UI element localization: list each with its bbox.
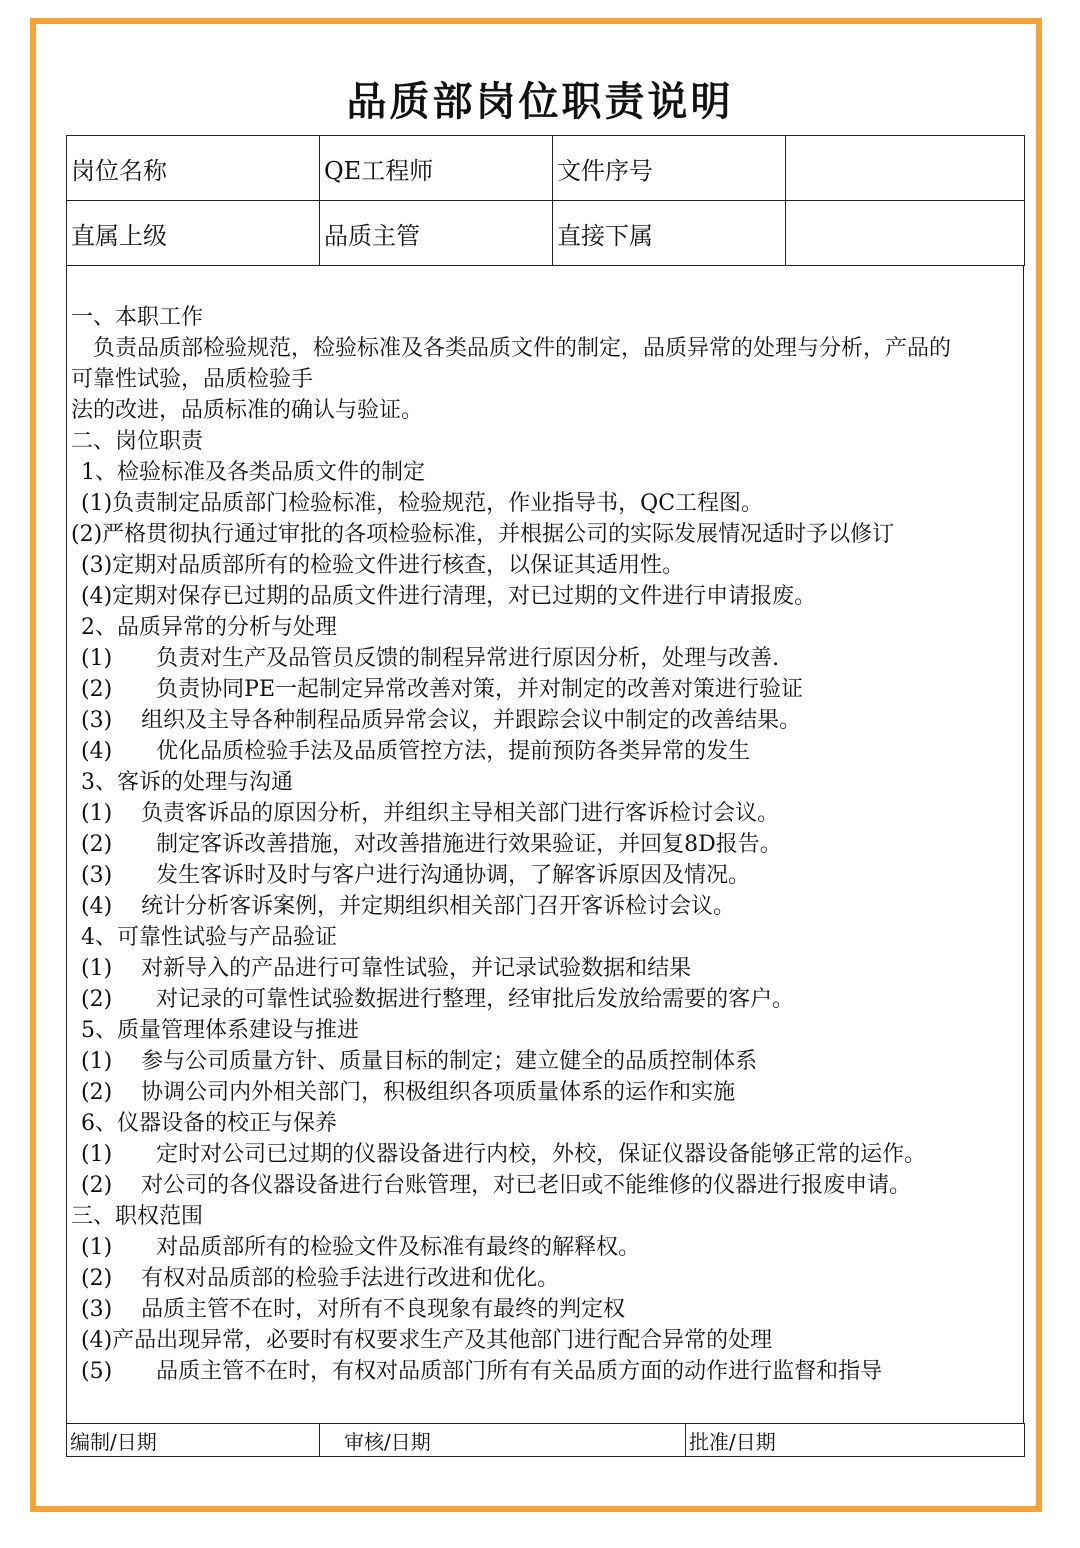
body-line: (1) 定时对公司已过期的仪器设备进行内校，外校，保证仪器设备能够正常的运作。: [81, 1142, 927, 1167]
body-line: (2) 对公司的各仪器设备进行台账管理，对已老旧或不能维修的仪器进行报废申请。: [81, 1173, 912, 1198]
label-position-name: 岗位名称: [67, 136, 320, 201]
body-line: (2) 负责协同PE一起制定异常改善对策，并对制定的改善对策进行验证: [81, 677, 804, 702]
approved-by-date: 批准/日期: [686, 1424, 1025, 1457]
label-direct-subordinate: 直接下属: [553, 201, 786, 266]
body-line: (1)负责制定品质部门检验标准，检验规范，作业指导书，QC工程图。: [81, 491, 764, 516]
body-line: (3) 品质主管不在时，对所有不良现象有最终的判定权: [81, 1297, 626, 1322]
body-line: 3、客诉的处理与沟通: [81, 770, 293, 795]
body-line: (4)产品出现异常，必要时有权要求生产及其他部门进行配合异常的处理: [81, 1328, 773, 1353]
body-line: 法的改进，品质标准的确认与验证。: [71, 398, 424, 423]
reviewed-by-date: 审核/日期: [320, 1424, 686, 1457]
value-document-number: [786, 136, 1025, 201]
signature-table: [66, 1423, 1025, 1457]
body-line: (4)定期对保存已过期的品质文件进行清理，对已过期的文件进行申请报废。: [81, 584, 817, 609]
body-line: (1) 对品质部所有的检验文件及标准有最终的解释权。: [81, 1235, 641, 1260]
body-line: (2) 有权对品质部的检验手法进行改进和优化。: [81, 1266, 560, 1291]
body-line: (4) 统计分析客诉案例，并定期组织相关部门召开客诉检讨会议。: [81, 894, 736, 919]
body-line: (1) 对新导入的产品进行可靠性试验，并记录试验数据和结果: [81, 956, 692, 981]
label-direct-superior: 直属上级: [67, 201, 320, 266]
body-line: (4) 优化品质检验手法及品质管控方法，提前预防各类异常的发生: [81, 739, 751, 764]
header-table: [66, 135, 1025, 266]
body-line: (2) 协调公司内外相关部门，积极组织各项质量体系的运作和实施: [81, 1080, 736, 1105]
body-line: 4、可靠性试验与产品验证: [81, 925, 337, 950]
body-line: (3) 组织及主导各种制程品质异常会议，并跟踪会议中制定的改善结果。: [81, 708, 802, 733]
prepared-by-date: 编制/日期: [67, 1424, 320, 1457]
label-document-number: 文件序号: [553, 136, 786, 201]
body-line: 二、岗位职责: [71, 429, 204, 454]
document-title: 品质部岗位职责说明: [346, 79, 734, 125]
value-position-name: QE工程师: [320, 136, 553, 201]
body-line: (5) 品质主管不在时，有权对品质部门所有有关品质方面的动作进行监督和指导: [81, 1359, 883, 1384]
body-line: 2、品质异常的分析与处理: [81, 615, 337, 640]
body-line: 1、检验标准及各类品质文件的制定: [81, 460, 425, 485]
signature-row: [67, 1424, 1025, 1457]
body-line: (1) 负责客诉品的原因分析，并组织主导相关部门进行客诉检讨会议。: [81, 801, 780, 826]
responsibilities-body: [66, 266, 1024, 1423]
body-line: (2) 对记录的可靠性试验数据进行整理，经审批后发放给需要的客户。: [81, 987, 795, 1012]
body-line: (1) 参与公司质量方针、质量目标的制定；建立健全的品质控制体系: [81, 1049, 758, 1074]
body-line: (1) 负责对生产及品管员反馈的制程异常进行原因分析，处理与改善.: [81, 646, 780, 671]
body-line: (3)定期对品质部所有的检验文件进行核查，以保证其适用性。: [81, 553, 685, 578]
body-line: 负责品质部检验规范，检验标准及各类品质文件的制定，品质异常的处理与分析，产品的: [93, 336, 952, 361]
body-line: 6、仪器设备的校正与保养: [81, 1111, 337, 1136]
body-line: 5、质量管理体系建设与推进: [81, 1018, 359, 1043]
job-description-form: [66, 135, 1024, 1457]
value-direct-superior: 品质主管: [320, 201, 553, 266]
body-line: (3) 发生客诉时及时与客户进行沟通协调，了解客诉原因及情况。: [81, 863, 751, 888]
header-row-reporting: [67, 201, 1025, 266]
body-line: (2) 制定客诉改善措施，对改善措施进行效果验证，并回复8D报告。: [81, 832, 782, 857]
body-line: 三、职权范围: [71, 1204, 204, 1229]
value-direct-subordinate: [786, 201, 1025, 266]
body-line: 可靠性试验，品质检验手: [71, 367, 314, 392]
header-row-position: [67, 136, 1025, 201]
body-line: 一、本职工作: [71, 305, 204, 330]
body-line: (2)严格贯彻执行通过审批的各项检验标准，并根据公司的实际发展情况适时予以修订: [71, 522, 895, 547]
